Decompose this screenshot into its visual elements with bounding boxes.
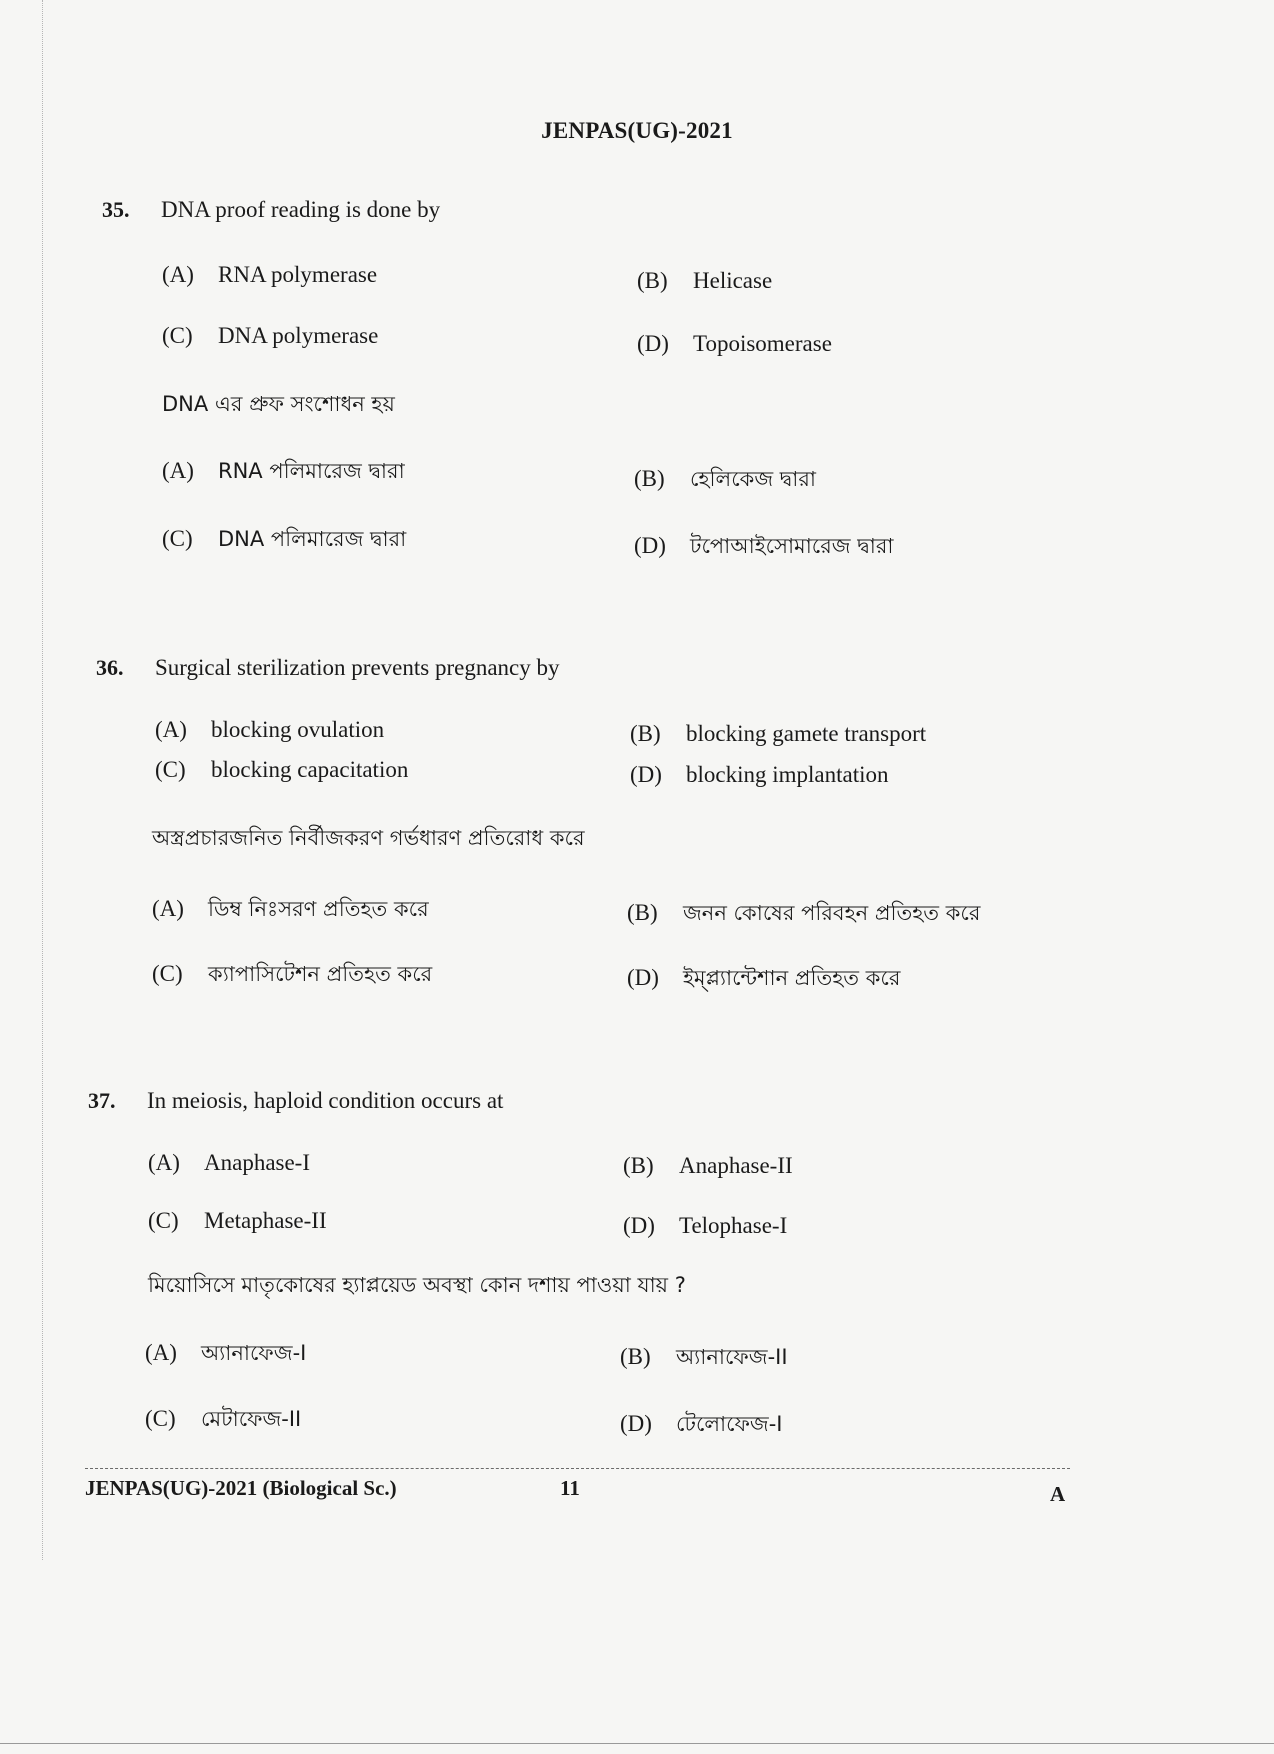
option-label: (C) <box>148 1208 179 1233</box>
option-label: (D) <box>634 533 666 558</box>
option-text: হেলিকেজ দ্বারা <box>690 467 817 491</box>
question-set-label: A <box>1050 1482 1066 1506</box>
option-label: (A) <box>162 262 194 287</box>
option-35-b-bengali <box>634 463 816 498</box>
option-36-a <box>155 717 384 743</box>
option-37-b <box>623 1153 793 1179</box>
question-36-stem <box>96 655 560 681</box>
option-text: DNA polymerase <box>218 323 379 348</box>
option-37-a <box>148 1150 310 1176</box>
option-37-a-bengali <box>145 1337 306 1372</box>
question-text: Surgical sterilization prevents pregnancy by <box>155 655 560 680</box>
option-label: (A) <box>162 458 194 483</box>
option-text: Anaphase-I <box>204 1150 311 1175</box>
option-text: টপোআইসোমারেজ দ্বারা <box>690 534 894 558</box>
page-title: JENPAS(UG)-2021 <box>541 118 733 143</box>
question-35-stem <box>102 197 440 223</box>
option-label: (C) <box>155 757 186 782</box>
footer-exam-label: JENPAS(UG)-2021 (Biological Sc.) <box>85 1476 397 1500</box>
footer-divider <box>85 1468 1070 1469</box>
option-36-b <box>630 721 926 747</box>
option-text: অ্যানাফেজ-II <box>676 1345 788 1369</box>
question-text: DNA proof reading is done by <box>161 197 441 222</box>
option-35-c-bengali <box>162 523 406 558</box>
option-label: (C) <box>162 526 193 551</box>
option-label: (D) <box>620 1411 652 1436</box>
option-label: (B) <box>623 1153 654 1178</box>
option-text: blocking implantation <box>686 762 889 787</box>
option-label: (D) <box>637 331 669 356</box>
option-text: অ্যানাফেজ-I <box>201 1341 307 1365</box>
question-36-stem-bengali: অস্ত্রপ্রচারজনিত নির্বীজকরণ গর্ভধারণ প্রতিরোধ করে <box>152 826 585 850</box>
option-label: (B) <box>630 721 661 746</box>
option-text: RNA polymerase <box>218 262 378 287</box>
option-label: (B) <box>634 466 665 491</box>
option-35-c <box>162 323 378 349</box>
question-number: 35. <box>102 197 130 222</box>
question-number: 37. <box>88 1088 116 1113</box>
option-35-b <box>637 268 772 294</box>
option-text: Helicase <box>693 268 773 293</box>
option-label: (C) <box>152 961 183 986</box>
option-35-d <box>637 331 832 357</box>
option-37-c <box>148 1208 327 1234</box>
option-36-b-bengali <box>627 897 980 932</box>
option-36-d <box>630 762 889 788</box>
option-label: (A) <box>148 1150 180 1175</box>
option-text: মেটাফেজ-II <box>201 1407 302 1431</box>
option-text: Telophase-I <box>679 1213 788 1238</box>
option-text: জনন কোষের পরিবহন প্রতিহত করে <box>683 901 981 925</box>
option-label: (B) <box>627 900 658 925</box>
option-label: (A) <box>152 896 184 921</box>
page-number: 11 <box>560 1476 580 1500</box>
page-edge-marks <box>42 0 43 1560</box>
option-text: Anaphase-II <box>679 1153 793 1178</box>
scan-bottom-edge <box>0 1743 1274 1744</box>
option-36-c <box>155 757 408 783</box>
option-36-a-bengali <box>152 893 429 928</box>
option-text: Topoisomerase <box>693 331 832 356</box>
option-text: ক্যাপাসিটেশন প্রতিহত করে <box>208 962 433 986</box>
option-text: DNA পলিমারেজ দ্বারা <box>218 527 407 551</box>
option-text: blocking gamete transport <box>686 721 927 746</box>
option-label: (B) <box>637 268 668 293</box>
option-text: টেলোফেজ-I <box>676 1412 783 1436</box>
option-35-d-bengali <box>634 530 893 565</box>
option-label: (C) <box>162 323 193 348</box>
option-37-c-bengali <box>145 1403 301 1438</box>
option-label: (D) <box>630 762 662 787</box>
option-text: ইম্প্ল্যান্টেশান প্রতিহত করে <box>683 966 901 990</box>
question-37-stem <box>88 1088 503 1114</box>
question-text: In meiosis, haploid condition occurs at <box>147 1088 504 1113</box>
option-label: (C) <box>145 1406 176 1431</box>
option-37-d <box>623 1213 787 1239</box>
option-label: (B) <box>620 1344 651 1369</box>
option-label: (D) <box>627 965 659 990</box>
option-37-b-bengali <box>620 1341 788 1376</box>
option-label: (A) <box>145 1340 177 1365</box>
question-37-stem-bengali: মিয়োসিসে মাতৃকোষের হ্যাপ্লয়েড অবস্থা কোন দশায় পাওয়া যায় ? <box>148 1273 686 1297</box>
option-37-d-bengali <box>620 1408 782 1443</box>
question-35-stem-bengali: DNA এর প্রুফ সংশোধন হয় <box>162 392 395 416</box>
option-label: (A) <box>155 717 187 742</box>
option-36-c-bengali <box>152 958 432 993</box>
option-35-a-bengali <box>162 455 405 490</box>
option-text: RNA পলিমারেজ দ্বারা <box>218 459 405 483</box>
option-35-a <box>162 262 377 288</box>
option-36-d-bengali <box>627 962 900 997</box>
question-number: 36. <box>96 655 124 680</box>
option-text: blocking ovulation <box>211 717 385 742</box>
option-text: blocking capacitation <box>211 757 409 782</box>
option-text: ডিম্ব নিঃসরণ প্রতিহত করে <box>208 897 429 921</box>
option-text: Metaphase-II <box>204 1208 327 1233</box>
option-label: (D) <box>623 1213 655 1238</box>
